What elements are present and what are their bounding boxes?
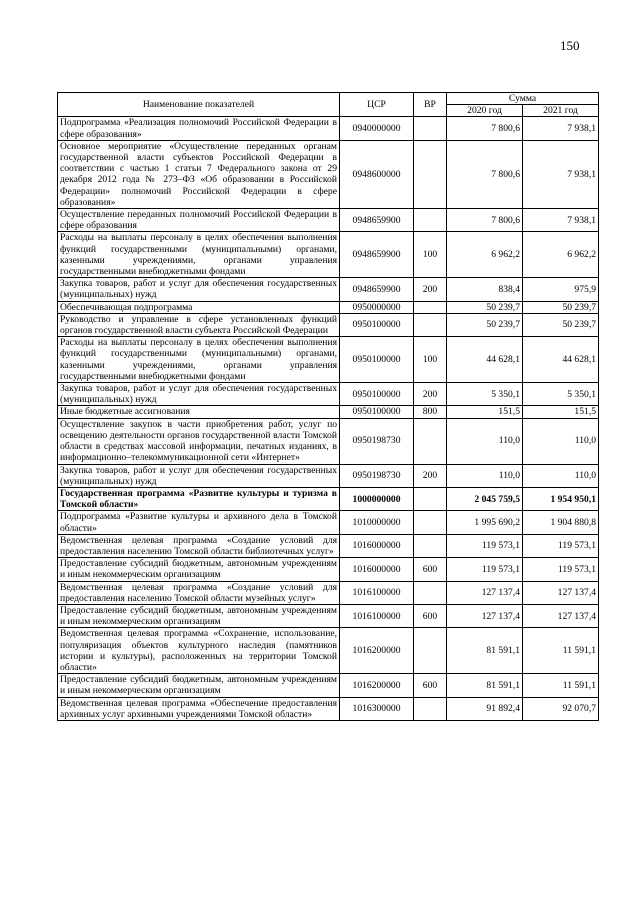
header-name: Наименование показателей <box>58 93 340 117</box>
row-sum-2020: 110,0 <box>447 418 523 464</box>
row-csr: 1010000000 <box>340 511 414 534</box>
row-csr: 0950100000 <box>340 337 414 383</box>
row-name: Расходы на выплаты персоналу в целях обеспечения выполнения функций государственными (муниципальными) органами, казенными учреждениями, органами управления государственными внебюджетными фондами <box>58 337 340 383</box>
row-name: Руководство и управление в сфере установленных функций органов государственной власти субъекта Российской Федерации <box>58 313 340 336</box>
table-row <box>58 581 599 604</box>
row-sum-2021: 5 350,1 <box>523 383 599 406</box>
row-name: Государственная программа «Развитие культуры и туризма в Томской области» <box>58 487 340 510</box>
row-vr <box>414 534 447 557</box>
row-csr: 0948659900 <box>340 232 414 278</box>
row-csr: 1000000000 <box>340 487 414 510</box>
row-csr: 1016300000 <box>340 697 414 720</box>
row-vr: 200 <box>414 383 447 406</box>
table-row <box>58 140 599 208</box>
row-vr: 200 <box>414 464 447 487</box>
table-row <box>58 313 599 336</box>
table-row <box>58 534 599 557</box>
table-row <box>58 418 599 464</box>
row-csr: 0950100000 <box>340 313 414 336</box>
row-sum-2020: 127 137,4 <box>447 581 523 604</box>
table-row <box>58 628 599 674</box>
table-row <box>58 337 599 383</box>
row-sum-2020: 91 892,4 <box>447 697 523 720</box>
row-vr <box>414 487 447 510</box>
row-sum-2020: 6 962,2 <box>447 232 523 278</box>
row-csr: 0950100000 <box>340 383 414 406</box>
row-csr: 0950198730 <box>340 464 414 487</box>
row-sum-2020: 7 800,6 <box>447 140 523 208</box>
row-vr: 200 <box>414 278 447 301</box>
row-csr: 0950000000 <box>340 301 414 313</box>
row-sum-2020: 7 800,6 <box>447 209 523 232</box>
row-vr <box>414 313 447 336</box>
row-vr: 600 <box>414 674 447 697</box>
header-year-2021: 2021 год <box>523 105 599 117</box>
row-name: Закупка товаров, работ и услуг для обеспечения государственных (муниципальных) нужд <box>58 464 340 487</box>
row-name: Предоставление субсидий бюджетным, автономным учреждениям и иным некоммерческим организациям <box>58 674 340 697</box>
table-row <box>58 697 599 720</box>
row-name: Ведомственная целевая программа «Обеспечение предоставления архивных услуг архивными учреждениями Томской области» <box>58 697 340 720</box>
row-sum-2021: 119 573,1 <box>523 534 599 557</box>
row-sum-2021: 92 070,7 <box>523 697 599 720</box>
header-year-2020: 2020 год <box>447 105 523 117</box>
row-name: Расходы на выплаты персоналу в целях обеспечения выполнения функций государственными (муниципальными) органами, казенными учреждениями, органами управления государственными внебюджетными фондами <box>58 232 340 278</box>
page-number: 150 <box>560 38 580 53</box>
row-name: Предоставление субсидий бюджетным, автономным учреждениям и иным некоммерческим организациям <box>58 558 340 581</box>
row-name: Ведомственная целевая программа «Создание условий для предоставления населению Томской области библиотечных услуг» <box>58 534 340 557</box>
table-row <box>58 209 599 232</box>
row-sum-2020: 81 591,1 <box>447 628 523 674</box>
row-csr: 1016000000 <box>340 534 414 557</box>
row-sum-2020: 119 573,1 <box>447 558 523 581</box>
row-sum-2021: 1 954 950,1 <box>523 487 599 510</box>
row-vr: 100 <box>414 232 447 278</box>
row-sum-2021: 151,5 <box>523 406 599 418</box>
row-sum-2020: 81 591,1 <box>447 674 523 697</box>
row-sum-2020: 44 628,1 <box>447 337 523 383</box>
row-name: Ведомственная целевая программа «Создание условий для предоставления населению Томской области музейных услуг» <box>58 581 340 604</box>
row-csr: 1016200000 <box>340 628 414 674</box>
row-name: Иные бюджетные ассигнования <box>58 406 340 418</box>
row-sum-2020: 7 800,6 <box>447 117 523 140</box>
row-csr: 1016100000 <box>340 581 414 604</box>
row-sum-2021: 127 137,4 <box>523 604 599 627</box>
row-vr: 100 <box>414 337 447 383</box>
table-row <box>58 511 599 534</box>
row-sum-2021: 110,0 <box>523 418 599 464</box>
table-row <box>58 278 599 301</box>
table-row <box>58 674 599 697</box>
row-csr: 1016000000 <box>340 558 414 581</box>
row-csr: 0948659900 <box>340 278 414 301</box>
row-name: Подпрограмма «Развитие культуры и архивного дела в Томской области» <box>58 511 340 534</box>
budget-table <box>57 92 599 721</box>
row-vr <box>414 581 447 604</box>
table-row <box>58 406 599 418</box>
row-sum-2020: 151,5 <box>447 406 523 418</box>
row-sum-2021: 7 938,1 <box>523 140 599 208</box>
row-sum-2020: 50 239,7 <box>447 313 523 336</box>
row-csr: 0950100000 <box>340 406 414 418</box>
table-row <box>58 301 599 313</box>
row-sum-2021: 110,0 <box>523 464 599 487</box>
row-vr <box>414 301 447 313</box>
row-sum-2021: 50 239,7 <box>523 301 599 313</box>
row-sum-2020: 838,4 <box>447 278 523 301</box>
row-vr: 600 <box>414 558 447 581</box>
row-sum-2021: 7 938,1 <box>523 209 599 232</box>
row-csr: 1016100000 <box>340 604 414 627</box>
row-sum-2021: 1 904 880,8 <box>523 511 599 534</box>
row-csr: 0940000000 <box>340 117 414 140</box>
row-vr <box>414 140 447 208</box>
row-sum-2020: 1 995 690,2 <box>447 511 523 534</box>
table-row <box>58 117 599 140</box>
row-name: Предоставление субсидий бюджетным, автономным учреждениям и иным некоммерческим организациям <box>58 604 340 627</box>
row-name: Осуществление закупок в части приобретения работ, услуг по освещению деятельности органов государственной власти Томской области в средствах массовой информации, печатных изданиях, в информационно–телекоммуникационной сети «Интернет» <box>58 418 340 464</box>
row-name: Осуществление переданных полномочий Российской Федерации в сфере образования <box>58 209 340 232</box>
row-vr <box>414 697 447 720</box>
row-sum-2020: 119 573,1 <box>447 534 523 557</box>
table-row <box>58 464 599 487</box>
row-name: Подпрограмма «Реализация полномочий Российской Федерации в сфере образования» <box>58 117 340 140</box>
table-row <box>58 383 599 406</box>
row-csr: 0948600000 <box>340 140 414 208</box>
row-vr: 600 <box>414 604 447 627</box>
row-name: Обеспечивающая подпрограмма <box>58 301 340 313</box>
row-sum-2021: 119 573,1 <box>523 558 599 581</box>
row-csr: 0950198730 <box>340 418 414 464</box>
table-body <box>58 117 599 721</box>
row-vr <box>414 628 447 674</box>
row-name: Ведомственная целевая программа «Сохранение, использование, популяризация объектов культурного наследия (памятников истории и культуры), расположенных на территории Томской области» <box>58 628 340 674</box>
row-csr: 0948659900 <box>340 209 414 232</box>
row-sum-2021: 127 137,4 <box>523 581 599 604</box>
row-csr: 1016200000 <box>340 674 414 697</box>
row-vr <box>414 418 447 464</box>
row-name: Основное мероприятие «Осуществление переданных органам государственной власти субъектов Российской Федерации в соответствии с частью 1 статьи 7 Федерального закона от 29 декабря 2012 года № 273–ФЗ «Об образовании в Российской Федерации» полномочий Российской Федерации в сфере образования» <box>58 140 340 208</box>
table-row <box>58 232 599 278</box>
row-sum-2021: 11 591,1 <box>523 628 599 674</box>
row-sum-2020: 2 045 759,5 <box>447 487 523 510</box>
row-vr <box>414 209 447 232</box>
row-vr <box>414 117 447 140</box>
row-sum-2021: 50 239,7 <box>523 313 599 336</box>
row-vr <box>414 511 447 534</box>
table-row <box>58 558 599 581</box>
row-sum-2021: 6 962,2 <box>523 232 599 278</box>
row-name: Закупка товаров, работ и услуг для обеспечения государственных (муниципальных) нужд <box>58 383 340 406</box>
table-row <box>58 487 599 510</box>
row-sum-2021: 44 628,1 <box>523 337 599 383</box>
row-sum-2020: 5 350,1 <box>447 383 523 406</box>
row-sum-2021: 7 938,1 <box>523 117 599 140</box>
row-sum-2020: 127 137,4 <box>447 604 523 627</box>
row-sum-2021: 975,9 <box>523 278 599 301</box>
table-row <box>58 604 599 627</box>
header-csr: ЦСР <box>340 93 414 117</box>
header-vr: ВР <box>414 93 447 117</box>
row-sum-2021: 11 591,1 <box>523 674 599 697</box>
row-sum-2020: 110,0 <box>447 464 523 487</box>
header-sum: Сумма <box>447 93 599 105</box>
row-sum-2020: 50 239,7 <box>447 301 523 313</box>
row-vr: 800 <box>414 406 447 418</box>
row-name: Закупка товаров, работ и услуг для обеспечения государственных (муниципальных) нужд <box>58 278 340 301</box>
